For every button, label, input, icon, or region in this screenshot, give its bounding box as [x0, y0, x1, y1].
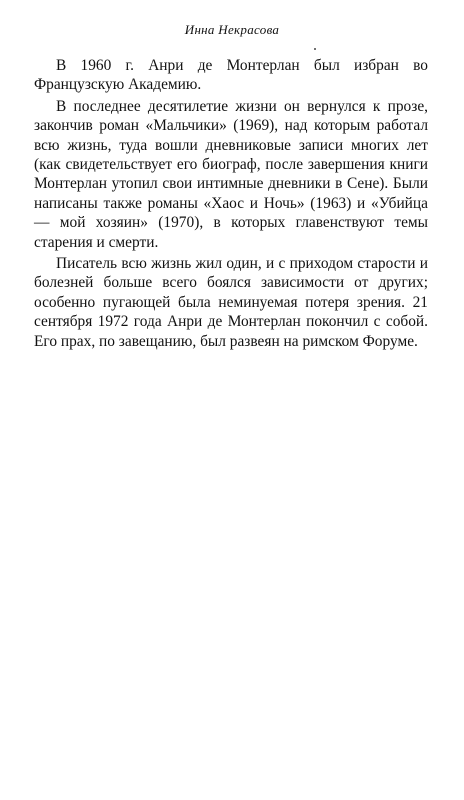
body-text: [34, 56, 428, 351]
print-speck: [314, 48, 316, 50]
paragraph-2: В последнее десятилетие жизни он вернулся к прозе, закончив роман «Мальчики» (1969), над которым работал всю жизнь, туда вошли дневниковые записи многих лет (как свидетельствует его биограф, после завершения книги Монтерлан утопил свои интимные дневники в Сене). Были написаны также романы «Хаос и Ночь» (1963) и «Убийца — мой хозяин» (1970), в которых главенствуют темы старения и смерти.: [34, 97, 428, 251]
paragraph-1: В 1960 г. Анри де Монтерлан был избран во Французскую Академию.: [34, 57, 428, 94]
paragraph-3: Писатель всю жизнь жил один, и с приходом старости и болезней больше всего боялся зависимости от других; особенно пугающей была неминуемая потеря зрения. 21 сентября 1972 года Анри де Монтерлан покончил с собой. Его прах, по завещанию, был развеян на римском Форуме.: [34, 255, 428, 350]
running-head-author: Инна Некрасова: [184, 22, 280, 37]
